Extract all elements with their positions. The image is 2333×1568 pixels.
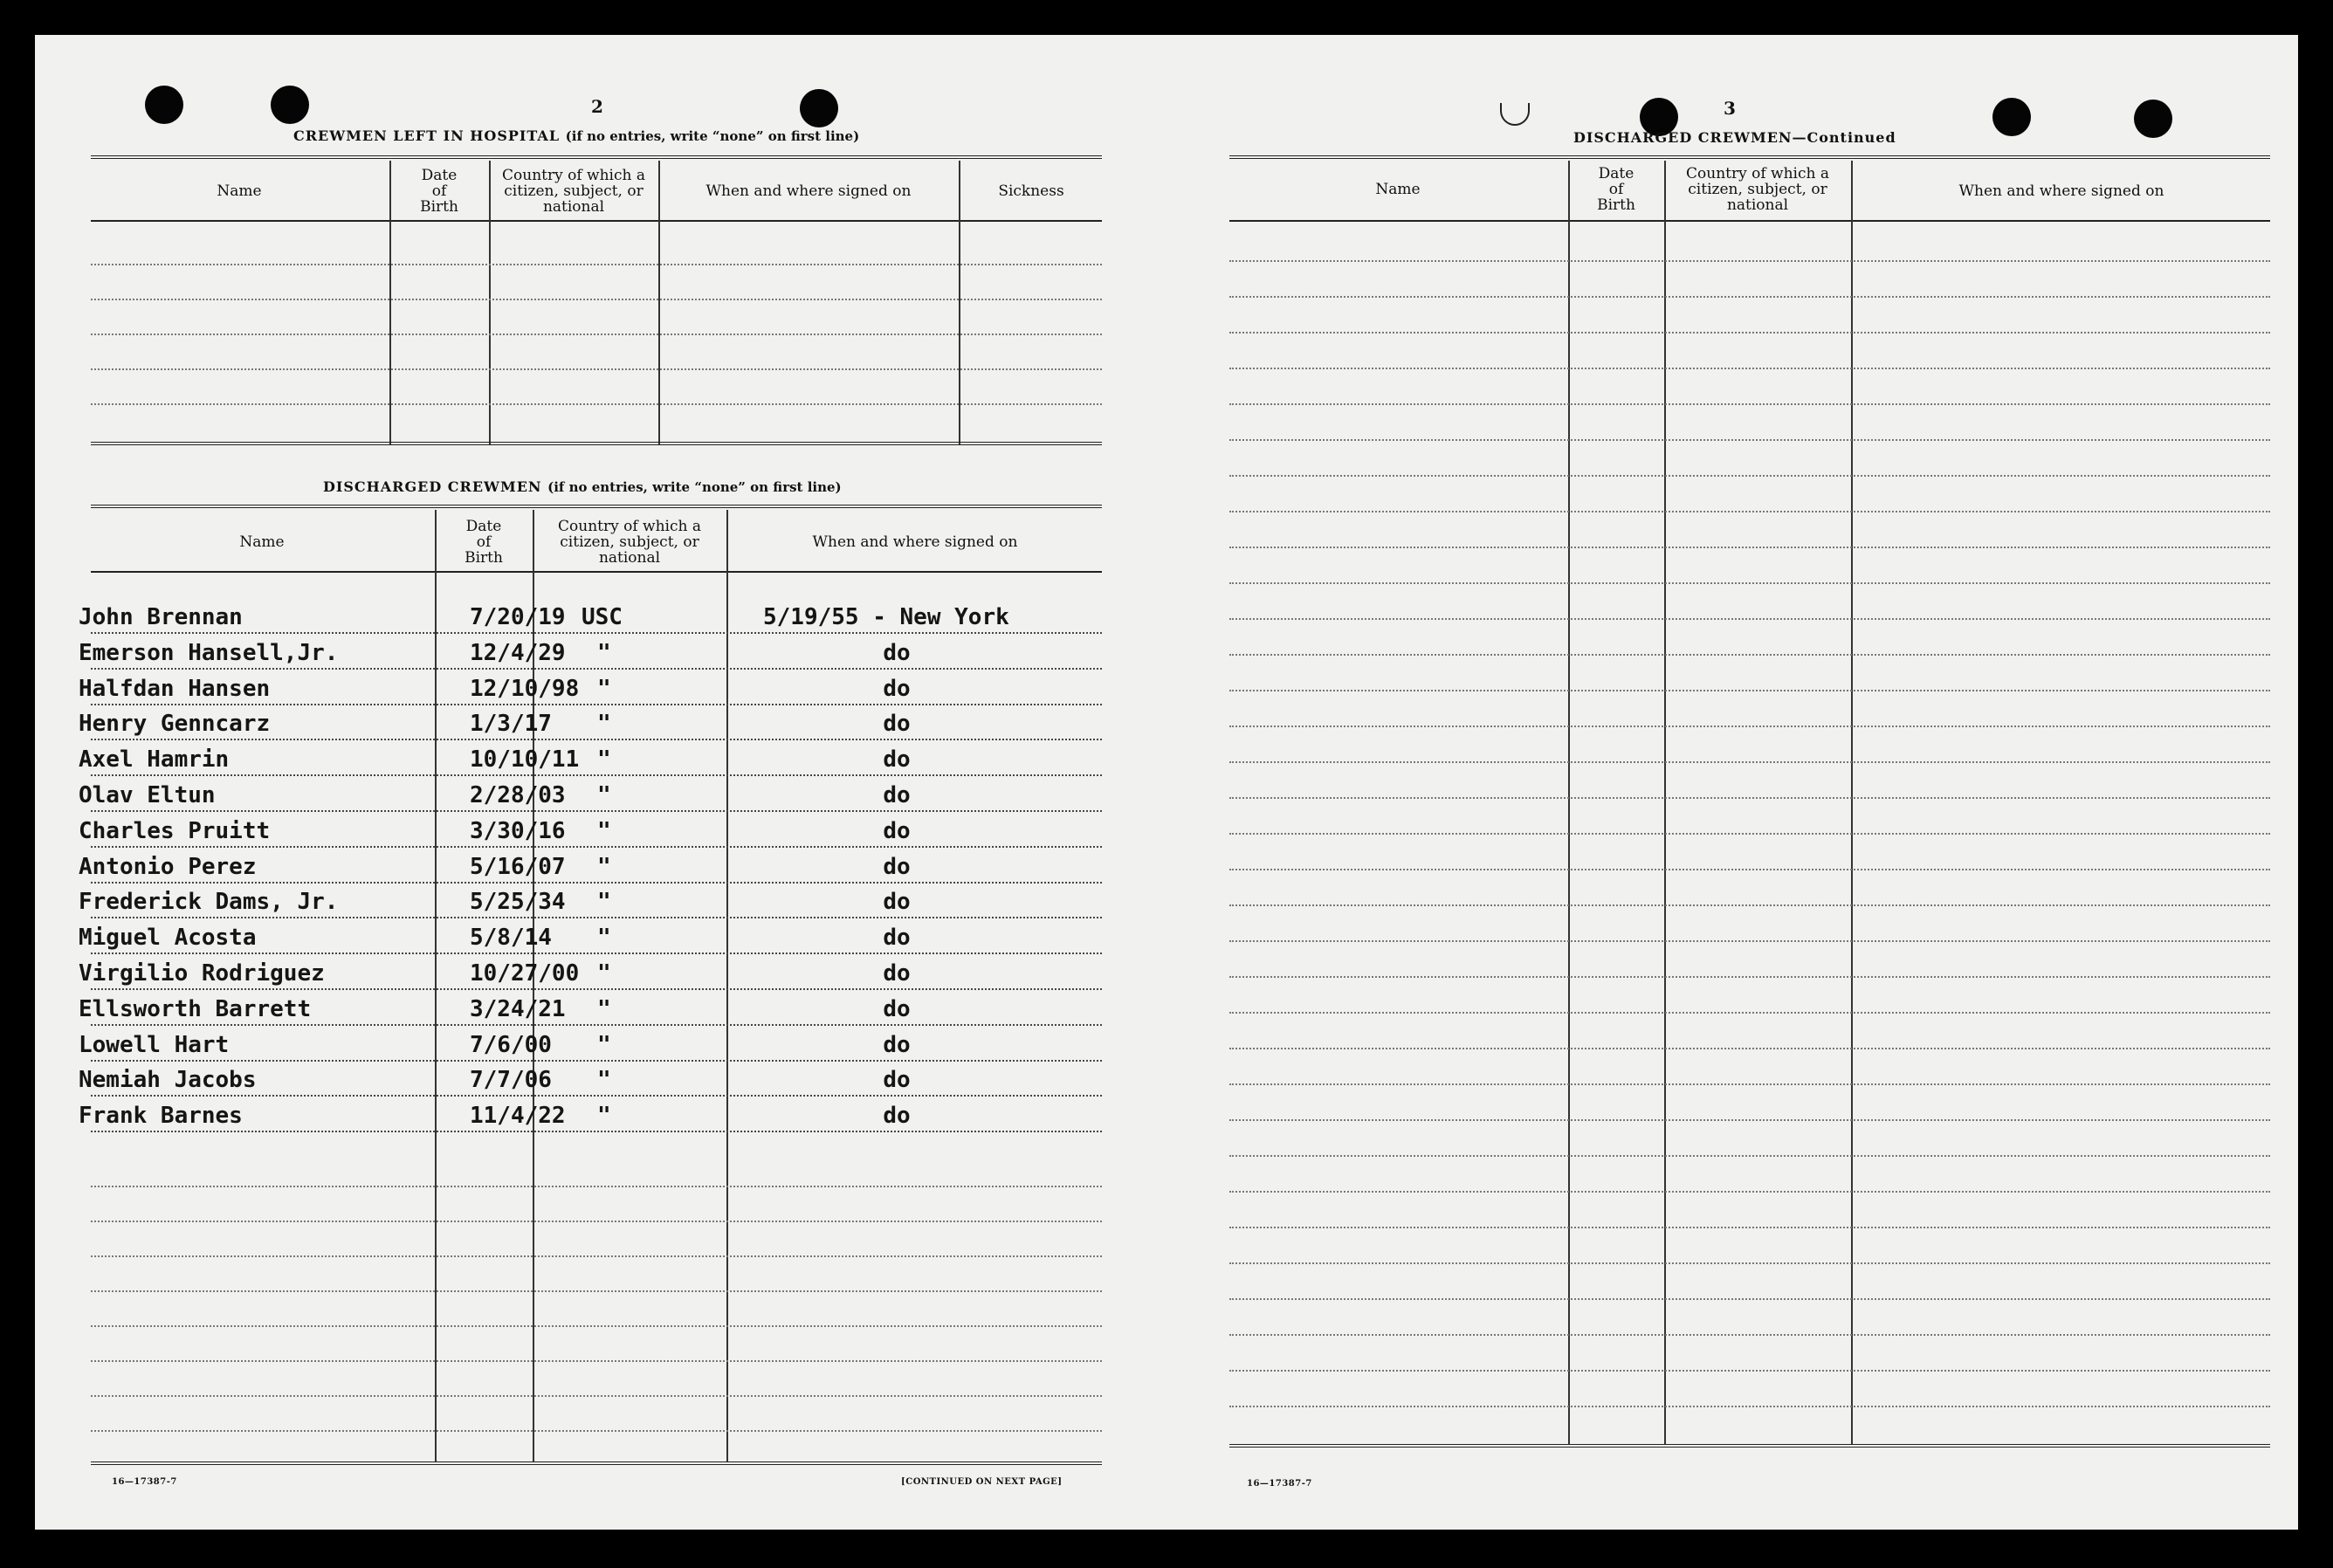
crew-name: Axel Hamrin <box>79 746 230 773</box>
ruled-line <box>1229 368 2270 369</box>
ruled-line <box>1229 1406 2270 1407</box>
ruled-line <box>1229 797 2270 799</box>
ruled-line <box>1229 511 2270 512</box>
ruled-line <box>1229 976 2270 978</box>
ruled-line <box>91 1360 1102 1362</box>
header-signed: When and where signed on <box>705 182 912 200</box>
ruled-line <box>91 403 1102 405</box>
header-dob: Date of Birth <box>420 167 458 216</box>
ruled-line <box>91 1395 1102 1397</box>
crew-country: " <box>597 676 611 702</box>
crew-signed-on: do <box>883 889 911 915</box>
form-number: 16—17387-7 <box>1247 1479 1312 1489</box>
crew-signed-on: do <box>883 996 911 1022</box>
crew-country: " <box>597 746 611 773</box>
table-top-rule <box>91 155 1102 159</box>
crew-country: " <box>597 818 611 844</box>
crew-dob: 3/24/21 <box>470 996 566 1022</box>
ruled-line <box>91 368 1102 370</box>
ruled-line <box>1229 332 2270 334</box>
ruled-line <box>1229 403 2270 405</box>
punch-hole <box>2134 100 2172 138</box>
crew-name: Olav Eltun <box>79 782 216 808</box>
ruled-line <box>91 1325 1102 1327</box>
ruled-line <box>1229 833 2270 835</box>
table-bottom-rule <box>91 442 1102 445</box>
ruled-line <box>91 917 1102 918</box>
column-divider <box>1851 161 1853 1444</box>
crew-signed-on: do <box>883 854 911 880</box>
discharged-continued-title: DISCHARGED CREWMEN—Continued <box>1573 129 1896 146</box>
ruled-line <box>91 1095 1102 1097</box>
ruled-line <box>1229 260 2270 262</box>
ruled-line <box>1229 439 2270 441</box>
crew-country: " <box>597 1032 611 1058</box>
crew-country: " <box>597 711 611 737</box>
header-signed: When and where signed on <box>812 533 1018 551</box>
crew-country: " <box>597 889 611 915</box>
header-rule <box>91 571 1102 573</box>
crew-country: " <box>597 1103 611 1129</box>
ruled-line <box>91 704 1102 705</box>
ruled-line <box>1229 1012 2270 1014</box>
crew-name: Charles Pruitt <box>79 818 271 844</box>
header-sickness: Sickness <box>998 182 1064 200</box>
crew-signed-on: do <box>883 676 911 702</box>
ruled-line <box>1229 761 2270 763</box>
ruled-line <box>1229 1227 2270 1228</box>
ruled-line <box>1229 940 2270 942</box>
ruled-line <box>1229 726 2270 727</box>
crew-signed-on: 5/19/55 - New York <box>763 604 1009 630</box>
ruled-line <box>91 1255 1102 1257</box>
ruled-line <box>1229 296 2270 298</box>
ruled-line <box>91 846 1102 848</box>
header-signed: When and where signed on <box>1958 182 2164 200</box>
crew-name: Nemiah Jacobs <box>79 1067 257 1093</box>
continued-note: [CONTINUED ON NEXT PAGE] <box>901 1477 1063 1487</box>
crew-country: " <box>597 960 611 987</box>
crew-signed-on: do <box>883 711 911 737</box>
crew-name: Frederick Dams, Jr. <box>79 889 339 915</box>
crew-signed-on: do <box>883 640 911 666</box>
ruled-line <box>1229 1191 2270 1193</box>
table-bottom-rule <box>1229 1444 2270 1448</box>
ruled-line <box>1229 904 2270 906</box>
crew-dob: 12/10/98 <box>470 676 580 702</box>
crew-signed-on: do <box>883 960 911 987</box>
ruled-line <box>91 299 1102 300</box>
crew-name: Antonio Perez <box>79 854 257 880</box>
hospital-section-title: CREWMEN LEFT IN HOSPITAL (if no entries, write “none” on first line) <box>293 127 860 144</box>
crew-dob: 3/30/16 <box>470 818 566 844</box>
crew-country: " <box>597 640 611 666</box>
scanned-document <box>35 35 2298 1530</box>
ruled-line <box>1229 1298 2270 1300</box>
ruled-line <box>1229 1370 2270 1372</box>
crew-signed-on: do <box>883 782 911 808</box>
ruled-line <box>1229 547 2270 548</box>
crew-dob: 7/20/19 <box>470 604 566 630</box>
crew-signed-on: do <box>883 925 911 951</box>
table-top-rule <box>91 505 1102 508</box>
punch-hole <box>800 89 838 127</box>
header-dob: Date of Birth <box>465 518 503 567</box>
punch-hole <box>145 86 183 124</box>
form-number: 16—17387-7 <box>112 1477 177 1487</box>
ruled-line <box>91 1430 1102 1432</box>
crew-dob: 5/8/14 <box>470 925 552 951</box>
table-top-rule <box>1229 155 2270 159</box>
ruled-line <box>91 1186 1102 1187</box>
crew-dob: 1/3/17 <box>470 711 552 737</box>
crew-dob: 10/27/00 <box>470 960 580 987</box>
ruled-line <box>91 739 1102 740</box>
header-country: Country of which a citizen, subject, or national <box>1686 165 1829 214</box>
crew-country: USC <box>582 604 623 630</box>
header-rule <box>1229 220 2270 222</box>
crew-name: Miguel Acosta <box>79 925 257 951</box>
crew-dob: 10/10/11 <box>470 746 580 773</box>
crew-name: Henry Genncarz <box>79 711 271 737</box>
header-country: Country of which a citizen, subject, or national <box>502 167 645 216</box>
ruled-line <box>1229 1262 2270 1264</box>
ruled-line <box>1229 618 2270 620</box>
page-number: 3 <box>1724 98 1736 119</box>
ruled-line <box>91 988 1102 990</box>
ruled-line <box>91 1290 1102 1292</box>
punch-hole <box>271 86 309 124</box>
ruled-line <box>91 882 1102 884</box>
ruled-line <box>91 1221 1102 1222</box>
crew-dob: 11/4/22 <box>470 1103 566 1129</box>
crew-name: Frank Barnes <box>79 1103 243 1129</box>
crew-name: Virgilio Rodriguez <box>79 960 325 987</box>
ruled-line <box>91 810 1102 812</box>
discharged-section-title: DISCHARGED CREWMEN (if no entries, write “none” on first line) <box>323 478 842 495</box>
header-dob: Date of Birth <box>1597 165 1635 214</box>
ruled-line <box>91 774 1102 776</box>
ruled-line <box>1229 1083 2270 1085</box>
header-name: Name <box>239 533 285 551</box>
ruled-line <box>1229 869 2270 870</box>
header-country: Country of which a citizen, subject, or national <box>558 518 701 567</box>
column-divider <box>1664 161 1666 1444</box>
crew-dob: 7/6/00 <box>470 1032 552 1058</box>
crew-country: " <box>597 782 611 808</box>
crew-country: " <box>597 854 611 880</box>
ruled-line <box>1229 1155 2270 1157</box>
ruled-line <box>91 264 1102 265</box>
crew-name: John Brennan <box>79 604 243 630</box>
crew-dob: 12/4/29 <box>470 640 566 666</box>
crew-dob: 2/28/03 <box>470 782 566 808</box>
column-divider <box>435 510 437 1461</box>
ruled-line <box>91 1131 1102 1132</box>
crew-signed-on: do <box>883 1032 911 1058</box>
crew-name: Ellsworth Barrett <box>79 996 312 1022</box>
crew-name: Halfdan Hansen <box>79 676 271 702</box>
ruled-line <box>91 334 1102 335</box>
ruled-line <box>91 1024 1102 1026</box>
crew-signed-on: do <box>883 746 911 773</box>
ruled-line <box>91 1060 1102 1062</box>
torn-hole-mark <box>1500 103 1530 126</box>
column-divider <box>1568 161 1570 1444</box>
ruled-line <box>1229 1334 2270 1336</box>
ruled-line <box>91 952 1102 954</box>
crew-country: " <box>597 1067 611 1093</box>
crew-name: Lowell Hart <box>79 1032 230 1058</box>
page-number: 2 <box>591 96 603 117</box>
ruled-line <box>91 632 1102 634</box>
ruled-line <box>91 668 1102 670</box>
crew-signed-on: do <box>883 1067 911 1093</box>
crew-signed-on: do <box>883 1103 911 1129</box>
ruled-line <box>1229 1119 2270 1121</box>
header-rule <box>91 220 1102 222</box>
ruled-line <box>1229 1048 2270 1049</box>
ruled-line <box>1229 475 2270 477</box>
header-name: Name <box>1375 181 1421 198</box>
ruled-line <box>1229 582 2270 584</box>
crew-dob: 7/7/06 <box>470 1067 552 1093</box>
table-bottom-rule <box>91 1461 1102 1465</box>
crew-signed-on: do <box>883 818 911 844</box>
ruled-line <box>1229 654 2270 656</box>
crew-country: " <box>597 925 611 951</box>
crew-name: Emerson Hansell,Jr. <box>79 640 339 666</box>
header-name: Name <box>217 182 262 200</box>
punch-hole <box>1992 98 2031 136</box>
crew-dob: 5/16/07 <box>470 854 566 880</box>
crew-dob: 5/25/34 <box>470 889 566 915</box>
crew-country: " <box>597 996 611 1022</box>
ruled-line <box>1229 690 2270 691</box>
